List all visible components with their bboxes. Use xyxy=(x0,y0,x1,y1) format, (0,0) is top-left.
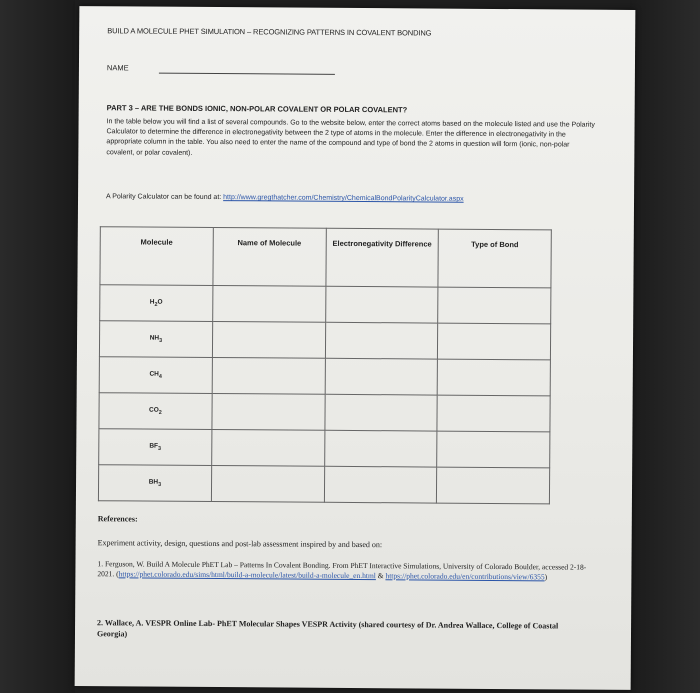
background-right xyxy=(630,0,700,693)
table-row xyxy=(99,321,550,360)
bond-cell[interactable] xyxy=(437,359,550,396)
bond-cell[interactable] xyxy=(437,395,550,432)
bond-cell[interactable] xyxy=(438,287,551,324)
reference-2: 2. Wallace, A. VESPR Online Lab- PhET Molecular Shapes VESPR Activity (shared courtesy of Dr. Andrea Wallace, College of Coastal Georgia) xyxy=(96,618,559,638)
name-field[interactable] xyxy=(107,63,129,72)
molecule-cell: $BH_3$ xyxy=(98,465,211,502)
table-header-row xyxy=(100,227,551,288)
table-row xyxy=(98,465,549,504)
calculator-line xyxy=(106,193,464,202)
calculator-link[interactable]: http://www.gregthatcher.com/Chemistry/ChemicalBondPolarityCalculator.aspx xyxy=(223,194,464,203)
part-title: PART 3 – ARE THE BONDS IONIC, NON-POLAR COVALENT OR POLAR COVALENT? xyxy=(106,103,408,115)
reference-1: 1. Ferguson, W. Build A Molecule PhET Lab – Patterns In Covalent Bonding. From PhET Interactive Simulations, University of Colorado Boulder, accessed 2-18-2021. (https://phet.colorado.edu/sims/html/build-a-molecule/latest/build-a-molecule_en.html & https://phet.colorado.edu/en/contributions/view/6355) xyxy=(97,559,587,582)
table-row xyxy=(99,393,550,432)
en-cell[interactable] xyxy=(325,358,438,395)
molecule-cell: $CO_2$ xyxy=(99,393,212,430)
name-cell[interactable] xyxy=(211,430,324,467)
col-electronegativity: Electronegativity Difference xyxy=(325,228,438,287)
molecule-cell: $CH_4$ xyxy=(99,357,212,394)
bond-cell[interactable] xyxy=(437,467,550,504)
en-cell[interactable] xyxy=(325,286,438,323)
table-row xyxy=(99,429,550,468)
en-cell[interactable] xyxy=(324,466,437,503)
reference-1-link-a[interactable]: https://phet.colorado.edu/sims/html/build-a-molecule/latest/build-a-molecule_en.html xyxy=(118,569,376,581)
molecule-cell: $BF_3$ xyxy=(99,429,212,466)
worksheet-page xyxy=(75,6,636,690)
bond-cell[interactable] xyxy=(437,431,550,468)
en-cell[interactable] xyxy=(324,394,437,431)
references-intro: Experiment activity, design, questions and post-lab assessment inspired by and based on: xyxy=(97,538,383,550)
en-cell[interactable] xyxy=(325,322,438,359)
references-title: References: xyxy=(97,514,138,524)
bond-table xyxy=(98,226,552,504)
en-cell[interactable] xyxy=(324,430,437,467)
name-label: NAME xyxy=(106,63,129,73)
col-molecule: Molecule xyxy=(100,227,213,286)
instructions: In the table below you will find a list of several compounds. Go to the website below, enter the correct atoms based on the molecule listed and use the Polarity Calculator to determine the difference in electronegativity between the 2 type of atoms in the molecule. Enter the difference in electronegativity in the appropriate column in the table. You also need to enter the name of the compound and type of bond the 2 atoms in question will form (ionic, non-polar covalent, or polar covalent). xyxy=(106,118,595,157)
name-cell[interactable] xyxy=(212,322,325,359)
calculator-label: A Polarity Calculator can be found at: xyxy=(106,193,224,202)
name-cell[interactable] xyxy=(211,466,324,503)
molecule-cell: $NH_3$ xyxy=(99,321,212,358)
table-row xyxy=(100,285,551,324)
background-left xyxy=(0,0,75,693)
table-row xyxy=(99,357,550,396)
name-line[interactable] xyxy=(159,73,335,75)
reference-1-link-b[interactable]: https://phet.colorado.edu/en/contributions/view/6355 xyxy=(385,571,545,582)
page-header: BUILD A MOLECULE PHET SIMULATION – RECOGNIZING PATTERNS IN COVALENT BONDING xyxy=(107,26,432,38)
col-name: Name of Molecule xyxy=(213,228,326,287)
name-cell[interactable] xyxy=(212,286,325,323)
name-cell[interactable] xyxy=(212,394,325,431)
molecule-cell: $H_2O$ xyxy=(100,285,213,322)
bond-cell[interactable] xyxy=(438,323,551,360)
name-cell[interactable] xyxy=(212,358,325,395)
col-bond-type: Type of Bond xyxy=(438,229,551,288)
